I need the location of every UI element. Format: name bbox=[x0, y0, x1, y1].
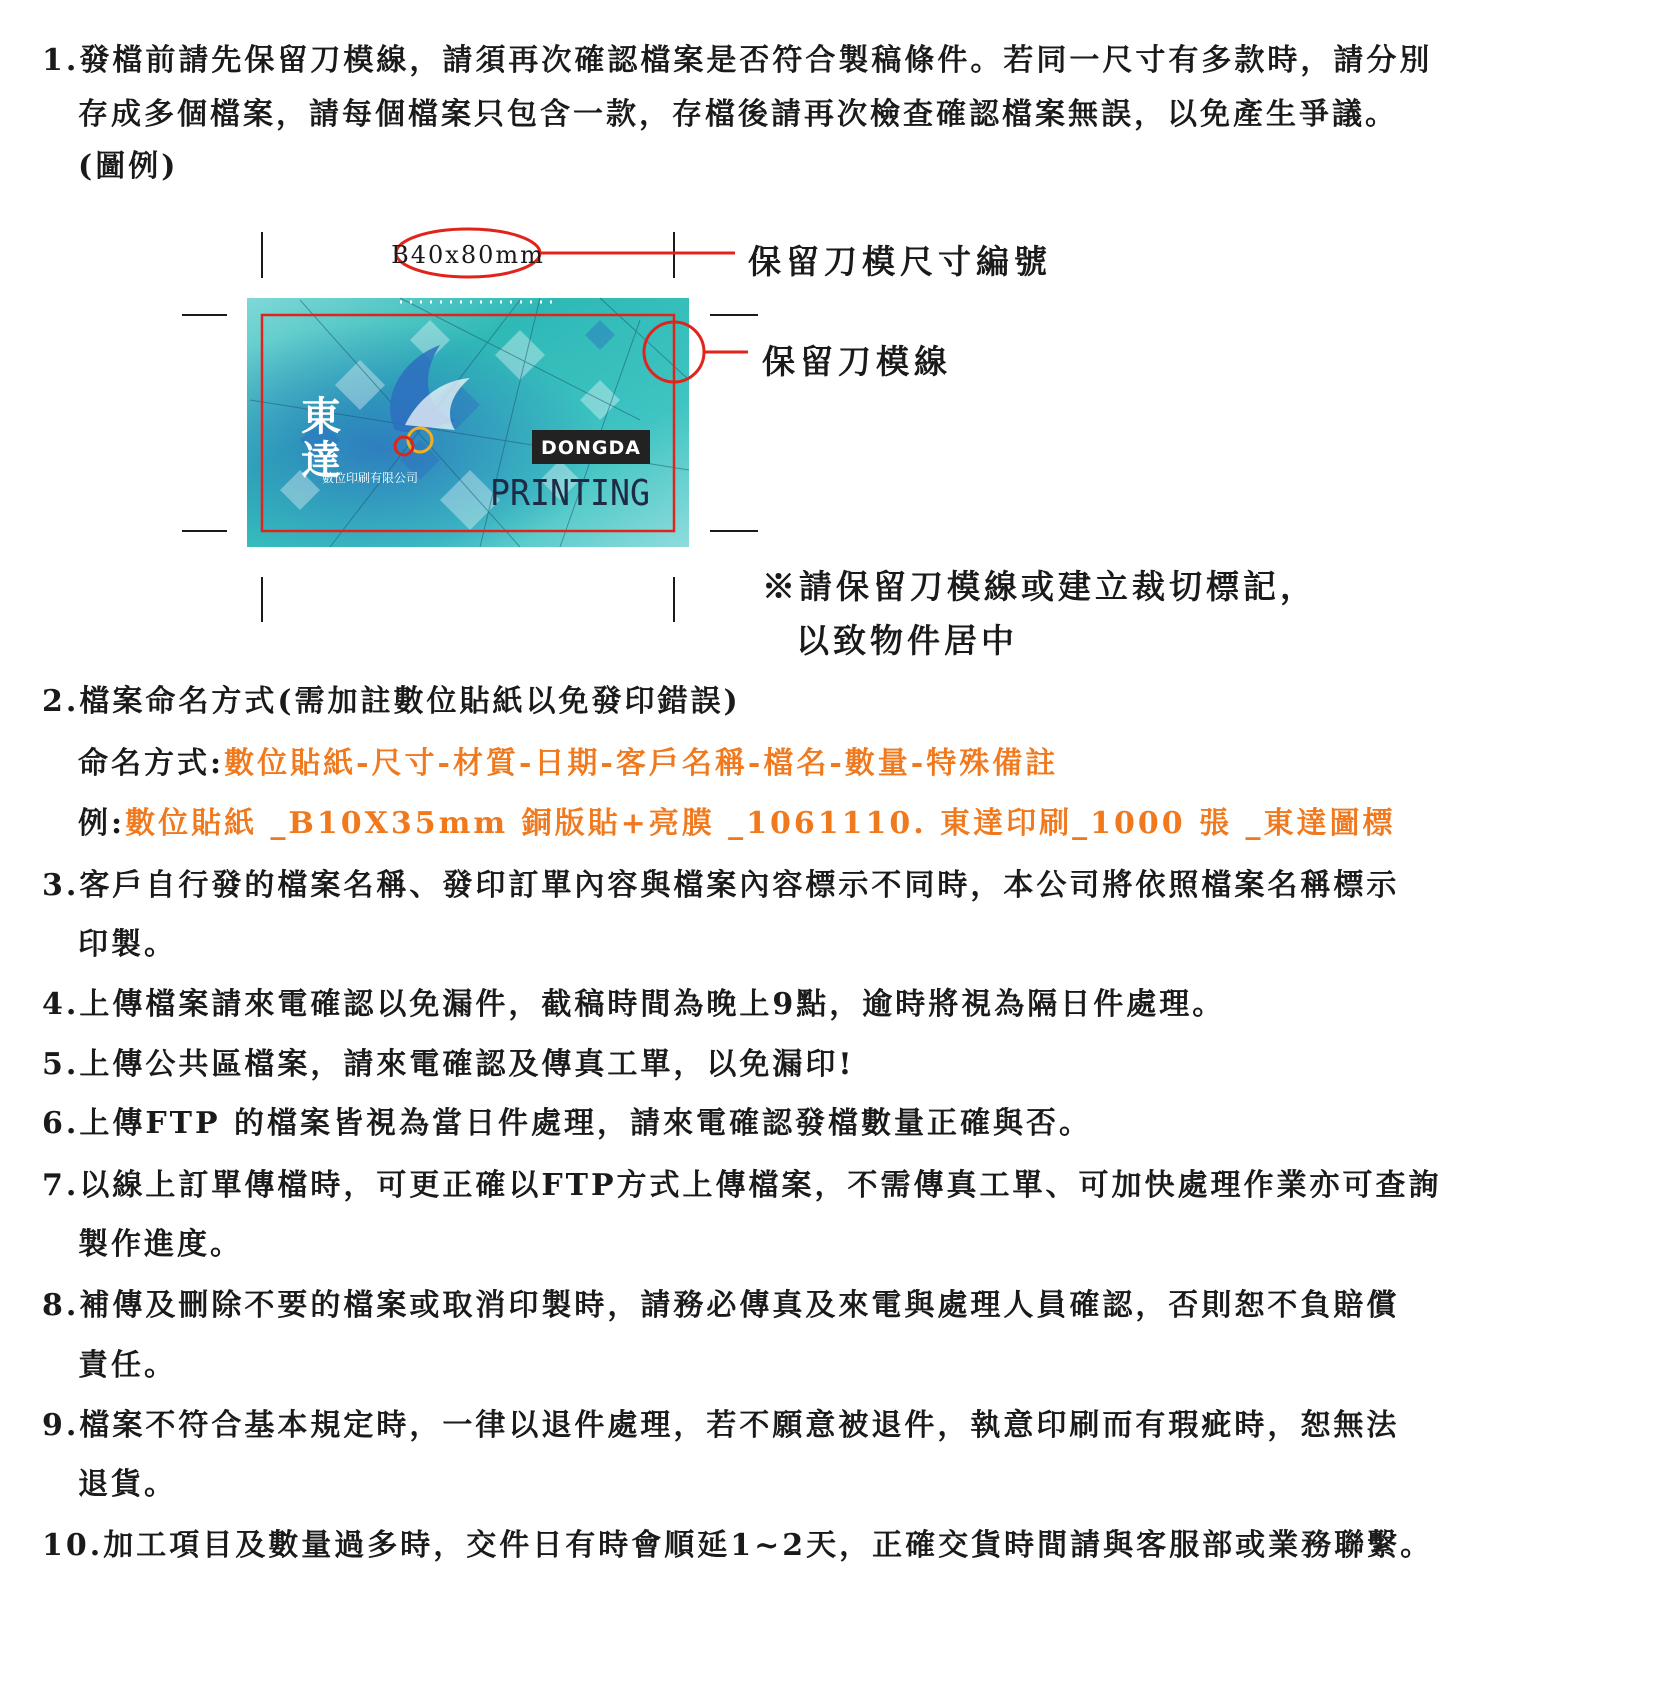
naming-label: 命名方式: bbox=[78, 746, 225, 781]
item-7-line-2: 製作進度。 bbox=[78, 1227, 243, 1262]
item-2-naming bbox=[78, 746, 1059, 781]
item-9-line-1: 9.檔案不符合基本規定時，一律以退件處理，若不願意被退件，執意印刷而有瑕疵時，恕無法 bbox=[42, 1408, 1400, 1443]
item-1-text: 發檔前請先保留刀模線，請須再次確認檔案是否符合製稿條件。若同一尺寸有多款時，請分別 bbox=[79, 43, 1433, 78]
sticker-preview bbox=[247, 298, 689, 547]
item-1-legend-label: (圖例) bbox=[78, 149, 179, 184]
logo-chars: 東達 bbox=[294, 395, 342, 483]
note-line-1: ※請保留刀模線或建立裁切標記， bbox=[762, 567, 1317, 606]
size-code-text: B40x80mm bbox=[391, 241, 545, 269]
item-1-line-2: 存成多個檔案，請每個檔案只包含一款，存檔後請再次檢查確認檔案無誤，以免產生爭議。 bbox=[78, 97, 1398, 132]
note-line-2: 以致物件居中 bbox=[796, 621, 1018, 660]
item-8-line-1: 8.補傳及刪除不要的檔案或取消印製時，請務必傳真及來電與處理人員確認，否則恕不負賠償 bbox=[42, 1288, 1400, 1323]
example-label: 例: bbox=[78, 806, 126, 841]
dongda-badge-text: DONGDA bbox=[541, 437, 641, 459]
item-7-line-1: 7.以線上訂單傳檔時，可更正確以FTP方式上傳檔案，不需傳真工單、可加快處理作業亦可查詢 bbox=[42, 1168, 1442, 1203]
item-4: 4.上傳檔案請來電確認以免漏件，截稿時間為晚上9點，逾時將視為隔日件處理。 bbox=[42, 987, 1226, 1022]
item-9-line-2: 退貨。 bbox=[78, 1467, 177, 1502]
example-value: 數位貼紙 _B10X35mm 銅版貼+亮膜 _1061110. 東達印刷_1000 張 _東達圖標 bbox=[125, 806, 1396, 841]
item-2-line-1: 2.檔案命名方式(需加註數位貼紙以免發印錯誤) bbox=[42, 684, 741, 719]
item-3-line-2: 印製。 bbox=[78, 927, 177, 962]
logo-company-name: 數位印刷有限公司 bbox=[322, 471, 419, 485]
printing-text: PRINTING bbox=[490, 473, 650, 514]
item-8-line-2: 責任。 bbox=[78, 1348, 177, 1383]
label-cutline: 保留刀模線 bbox=[762, 342, 952, 381]
item-1-number: 1. bbox=[42, 43, 80, 78]
item-3-line-1: 3.客戶自行發的檔案名稱、發印訂單內容與檔案內容標示不同時，本公司將依照檔案名稱標示 bbox=[42, 868, 1400, 903]
label-size-code: 保留刀模尺寸編號 bbox=[748, 242, 1052, 281]
item-2-example bbox=[78, 806, 1396, 841]
naming-value: 數位貼紙-尺寸-材質-日期-客戶名稱-檔名-數量-特殊備註 bbox=[224, 746, 1059, 781]
item-6: 6.上傳FTP 的檔案皆視為當日件處理，請來電確認發檔數量正確與否。 bbox=[42, 1106, 1092, 1141]
item-10: 10.加工項目及數量過多時，交件日有時會順延1~2天，正確交貨時間請與客服部或業務聯繫。 bbox=[42, 1528, 1434, 1563]
item-5: 5.上傳公共區檔案，請來電確認及傳真工單，以免漏印! bbox=[42, 1047, 855, 1082]
